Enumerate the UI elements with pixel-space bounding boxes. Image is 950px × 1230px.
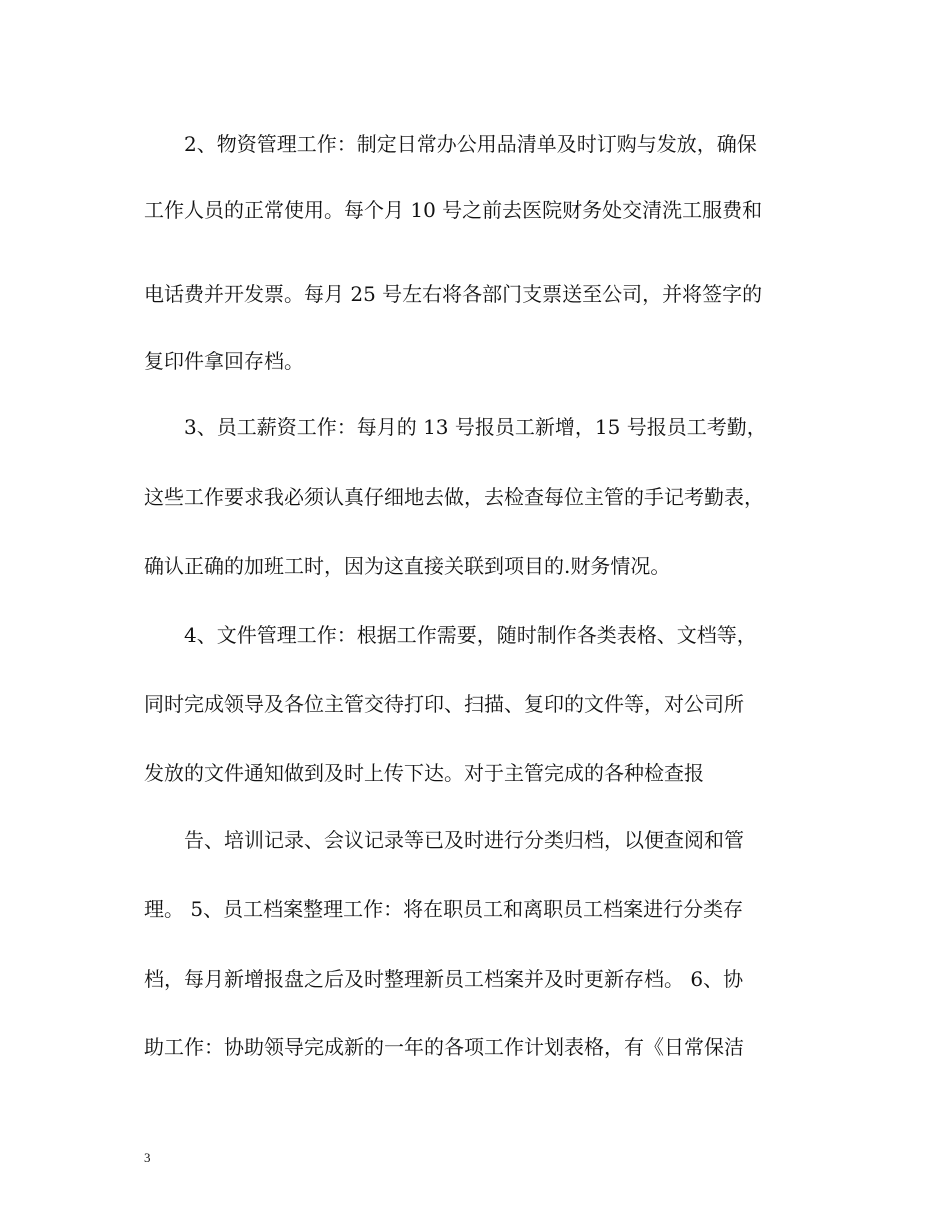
text-line-4: 复印件拿回存档。 xyxy=(144,349,304,373)
text-line-7: 确认正确的加班工时，因为这直接关联到项目的.财务情况。 xyxy=(144,554,671,578)
text-line-13: 档，每月新增报盘之后及时整理新员工档案并及时更新存档。 6、协 xyxy=(144,967,744,991)
text-line-10: 发放的文件通知做到及时上传下达。对于主管完成的各种检查报 xyxy=(144,761,704,785)
text-line-5: 3、员工薪资工作：每月的 13 号报员工新增，15 号报员工考勤， xyxy=(184,415,767,439)
text-line-6: 这些工作要求我必须认真仔细地去做，去检查每位主管的手记考勤表， xyxy=(144,485,764,509)
page-number: 3 xyxy=(144,1150,151,1165)
text-line-8: 4、文件管理工作：根据工作需要，随时制作各类表格、文档等， xyxy=(184,623,757,647)
text-line-11: 告、培训记录、会议记录等已及时进行分类归档，以便查阅和管 xyxy=(184,828,744,852)
text-line-12: 理。 5、员工档案整理工作：将在职员工和离职员工档案进行分类存 xyxy=(144,897,744,921)
text-line-9: 同时完成领导及各位主管交待打印、扫描、复印的文件等，对公司所 xyxy=(144,692,744,716)
text-line-1: 2、物资管理工作：制定日常办公用品清单及时订购与发放，确保 xyxy=(184,132,757,156)
text-line-2: 工作人员的正常使用。每个月 10 号之前去医院财务处交清洗工服费和 xyxy=(144,198,763,222)
text-line-3: 电话费并开发票。每月 25 号左右将各部门支票送至公司，并将签字的 xyxy=(144,282,763,306)
text-line-14: 助工作：协助领导完成新的一年的各项工作计划表格，有《日常保洁 xyxy=(144,1035,744,1059)
